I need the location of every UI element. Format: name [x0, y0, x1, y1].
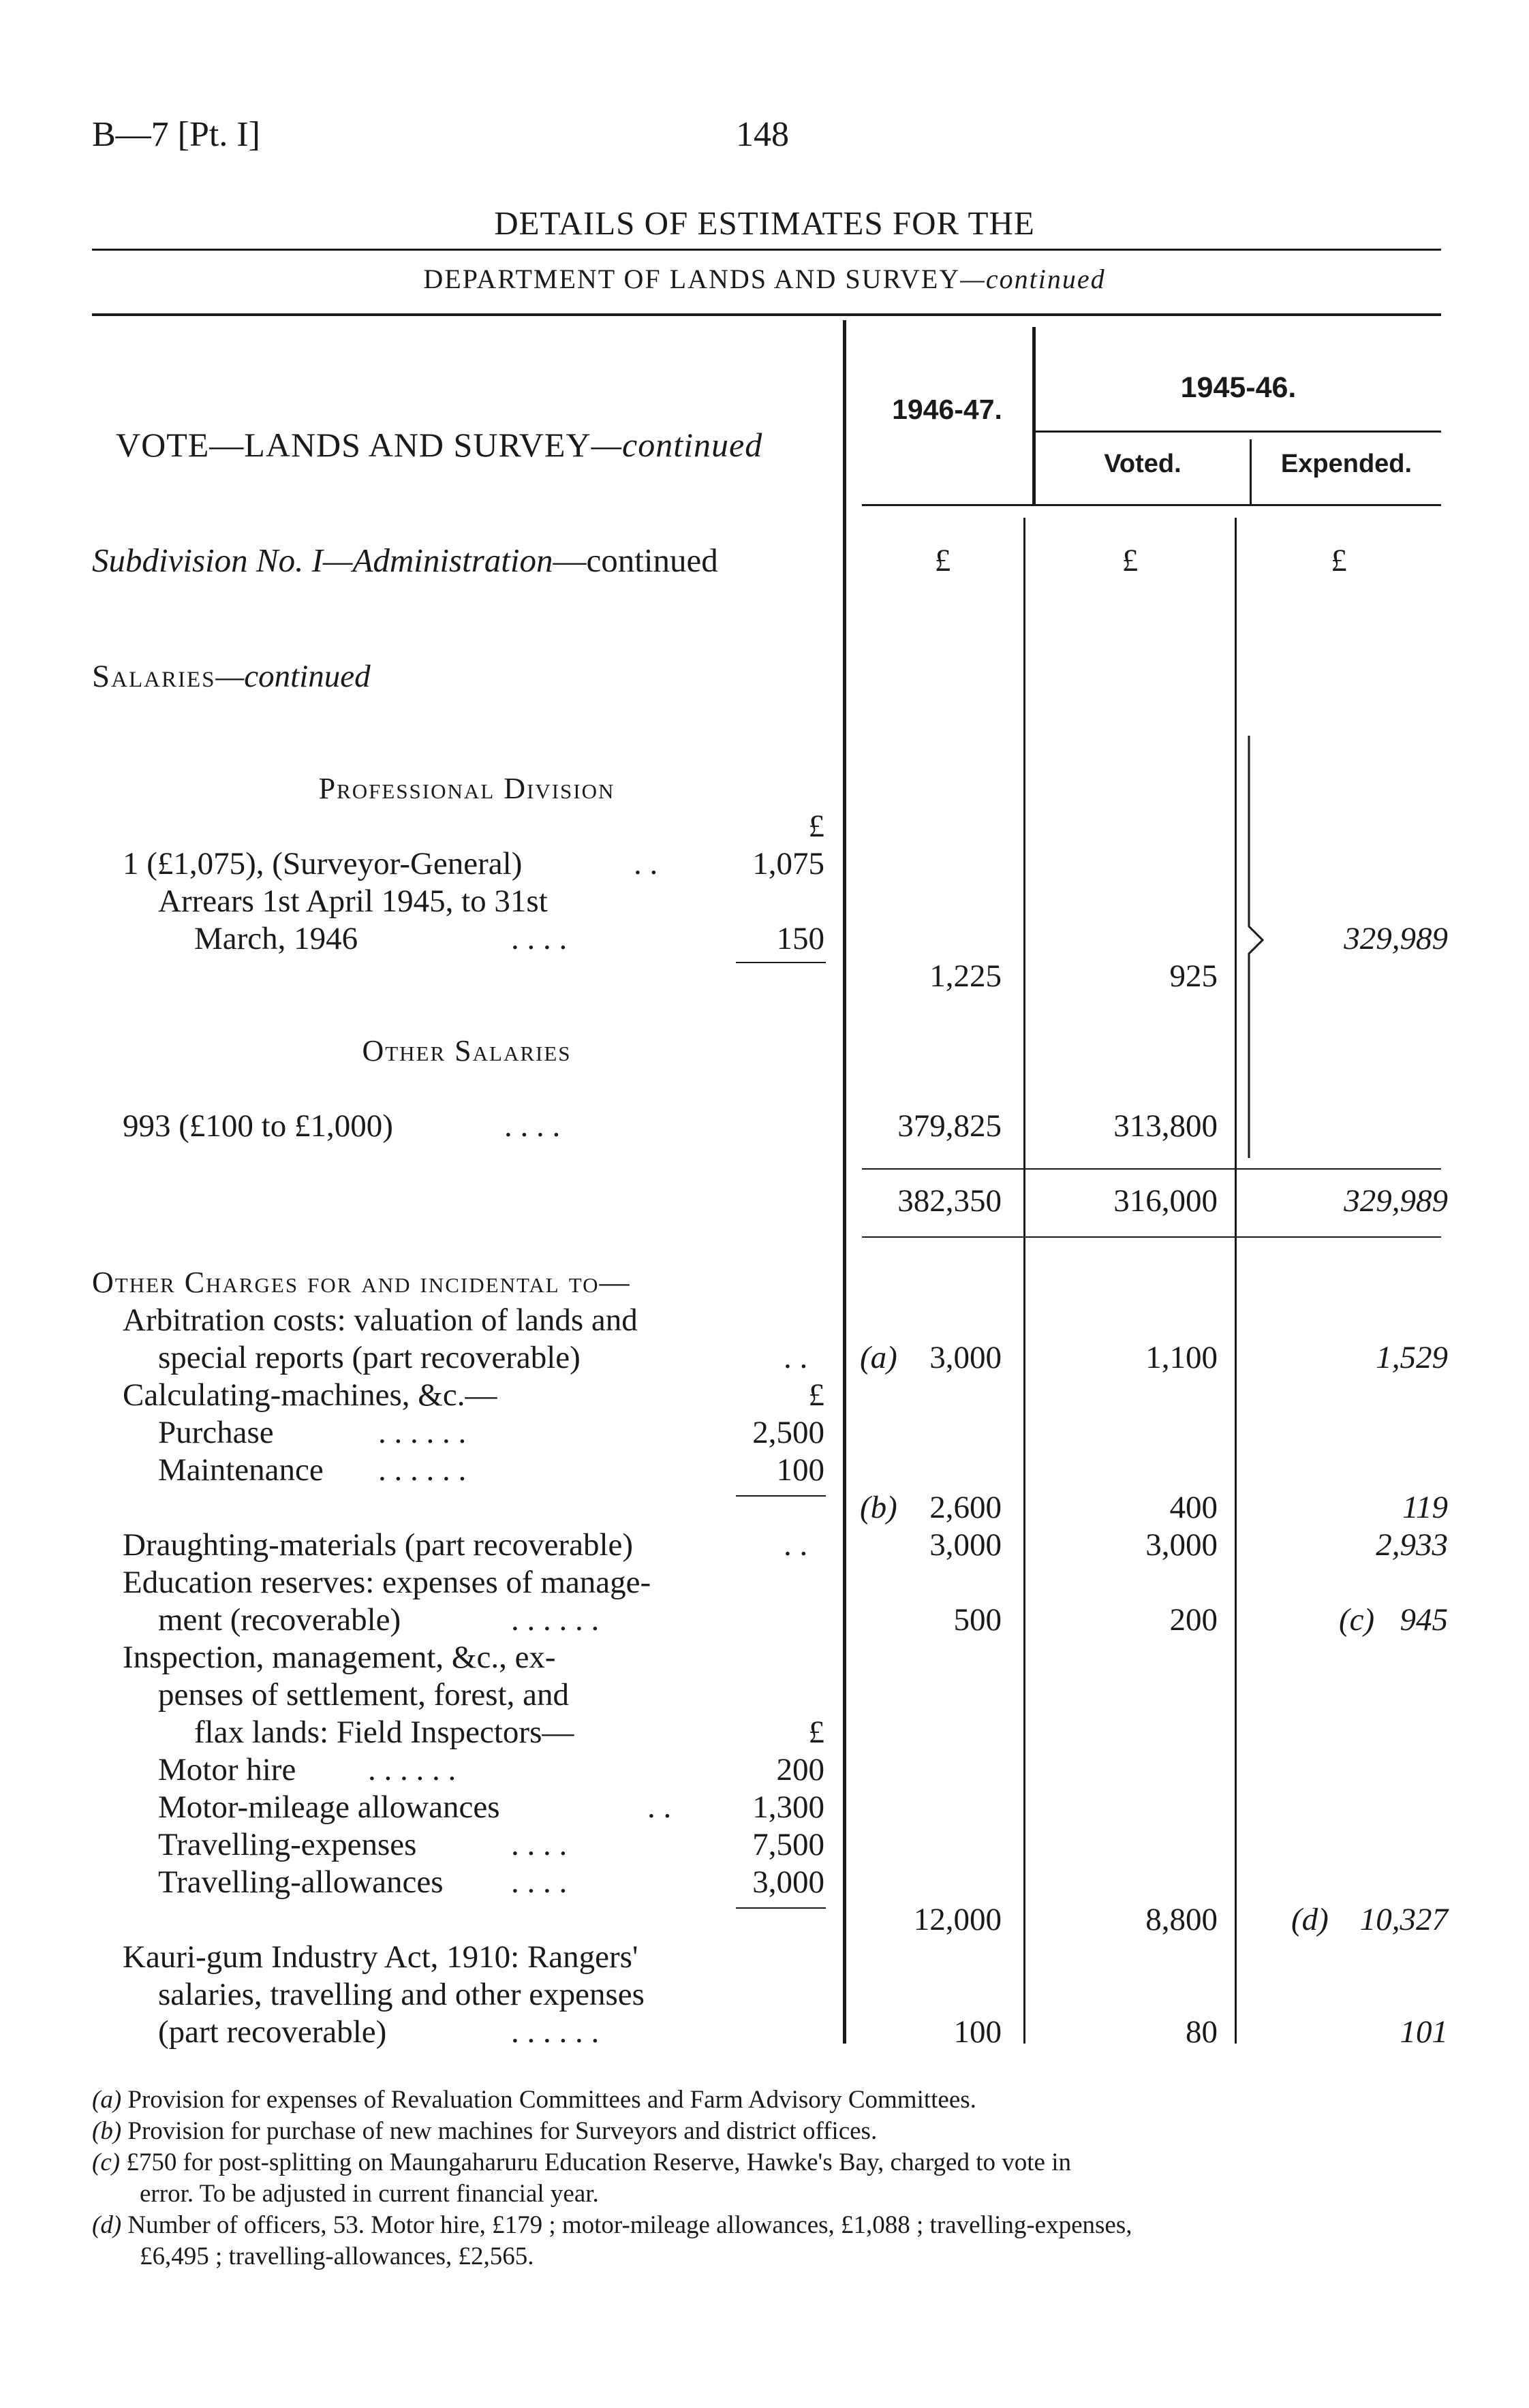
title-rule: [92, 249, 1441, 251]
leader: . . . .: [511, 1864, 568, 1900]
kauri-expended: 101: [1400, 2014, 1448, 2050]
leader: . . . . . .: [511, 2014, 600, 2050]
inspection-line-2: penses of settlement, forest, and: [158, 1677, 569, 1713]
draughting-expended: 2,933: [1376, 1527, 1448, 1563]
leader: . . . . . .: [511, 1602, 600, 1638]
other-salaries-voted: 313,800: [1113, 1108, 1218, 1144]
subtotal-rule: [736, 962, 826, 963]
motor-mileage-value: 1,300: [752, 1789, 824, 1825]
education-expended: 945: [1400, 1602, 1448, 1638]
footnote-ref-b: (b): [860, 1490, 897, 1525]
footnote-a: (a) Provision for expenses of Revaluation Committees and Farm Advisory Committees.: [92, 2086, 976, 2114]
motor-hire-line: Motor hire: [158, 1752, 296, 1787]
inspection-expended: 10,327: [1359, 1902, 1448, 1937]
travelling-expenses-value: 7,500: [752, 1827, 824, 1862]
education-voted: 200: [1169, 1602, 1218, 1638]
maintenance-value: 100: [776, 1452, 824, 1488]
leader: . . . .: [511, 1827, 568, 1862]
page-reference: B—7 [Pt. I]: [92, 115, 260, 154]
education-line-2: ment (recoverable): [158, 1602, 401, 1638]
leader: . . . . . .: [378, 1415, 467, 1450]
kauri-line-2: salaries, travelling and other expenses: [158, 1977, 645, 2012]
kauri-line-1: Kauri-gum Industry Act, 1910: Rangers': [123, 1939, 638, 1975]
inspection-line-1: Inspection, management, &c., ex-: [123, 1640, 556, 1675]
arrears-line-2: March, 1946: [194, 921, 358, 956]
arrears-line-1: Arrears 1st April 1945, to 31st: [158, 884, 548, 919]
salaries-total-current: 382,350: [897, 1183, 1002, 1219]
purchase-value: 2,500: [752, 1415, 824, 1450]
column-expended: Expended.: [1280, 450, 1412, 478]
inspection-pound: £: [808, 1715, 824, 1750]
header-rule: [92, 313, 1441, 316]
maintenance-line: Maintenance: [158, 1452, 324, 1488]
kauri-voted: 80: [1186, 2014, 1218, 2050]
arbitration-voted: 1,100: [1145, 1340, 1218, 1375]
page-title: DETAILS OF ESTIMATES FOR THE: [494, 204, 1035, 242]
leader: . .: [634, 846, 658, 881]
year-divider: [1023, 518, 1025, 2044]
motor-mileage-line: Motor-mileage allowances: [158, 1789, 500, 1825]
travelling-allowances-line: Travelling-allowances: [158, 1864, 444, 1900]
inspection-voted: 8,800: [1145, 1902, 1218, 1937]
travelling-expenses-line: Travelling-expenses: [158, 1827, 417, 1862]
education-line-1: Education reserves: expenses of manage-: [123, 1565, 651, 1600]
draughting-line: Draughting-materials (part recoverable): [123, 1527, 634, 1563]
leader: . . . . . .: [378, 1452, 467, 1488]
other-salaries-current: 379,825: [897, 1108, 1002, 1144]
subdivision-heading: Subdivision No. I—Administration—continued: [92, 542, 718, 579]
leader: . . . . . .: [368, 1752, 457, 1787]
column-header-rule: [862, 504, 1441, 506]
footnote-c: (c) £750 for post-splitting on Maungaharuru Education Reserve, Hawke's Bay, charged to vote in: [92, 2148, 1071, 2176]
arbitration-line-2: special reports (part recoverable): [158, 1340, 581, 1375]
leader: . . . .: [504, 1108, 561, 1144]
footnote-c-continued: error. To be adjusted in current financial year.: [140, 2180, 599, 2208]
leader: . .: [647, 1789, 672, 1825]
surveyor-general-value: 1,075: [752, 846, 824, 881]
salaries-heading: Salaries—continued: [92, 659, 371, 694]
motor-hire-value: 200: [776, 1752, 824, 1787]
other-charges-heading: Other Charges for and incidental to—: [92, 1266, 631, 1299]
inspection-current: 12,000: [913, 1902, 1002, 1937]
education-current: 500: [953, 1602, 1002, 1638]
professional-pound: £: [808, 809, 824, 844]
page-number: 148: [736, 115, 789, 154]
totals-top-rule: [862, 1168, 1441, 1170]
calculating-voted: 400: [1169, 1490, 1218, 1525]
footnote-ref-d: (d): [1291, 1902, 1329, 1937]
voted-expended-divider: [1235, 518, 1237, 2044]
arbitration-line-1: Arbitration costs: valuation of lands and: [123, 1302, 638, 1338]
bracket-expended-value: 329,989: [1344, 921, 1448, 956]
pound-voted: £: [1122, 543, 1139, 578]
leader: . .: [784, 1340, 808, 1375]
subtotal-rule: [736, 1495, 826, 1497]
footnote-d-continued: £6,495 ; travelling-allowances, £2,565.: [140, 2242, 534, 2270]
vote-heading: VOTE—LANDS AND SURVEY—continued: [116, 426, 763, 464]
calculating-expended: 119: [1402, 1490, 1448, 1525]
surveyor-general-line: 1 (£1,075), (Surveyor-General): [123, 846, 523, 881]
column-voted: Voted.: [1104, 450, 1182, 478]
pound-expended: £: [1331, 543, 1347, 578]
leader: . . . .: [511, 921, 568, 956]
totals-bottom-rule: [862, 1236, 1441, 1238]
calculating-machines-line: Calculating-machines, &c.—: [123, 1377, 497, 1413]
column-1945-46: 1945-46.: [1180, 371, 1297, 404]
inspection-line-3: flax lands: Field Inspectors—: [194, 1715, 574, 1750]
draughting-voted: 3,000: [1145, 1527, 1218, 1563]
column-1946-47: 1946-47.: [892, 394, 1002, 425]
salaries-total-voted: 316,000: [1113, 1183, 1218, 1219]
calculating-current: 2,600: [929, 1490, 1002, 1525]
footnote-b: (b) Provision for purchase of new machines for Surveyors and district offices.: [92, 2117, 878, 2145]
travelling-allowances-value: 3,000: [752, 1864, 824, 1900]
footnote-d: (d) Number of officers, 53. Motor hire, £179 ; motor-mileage allowances, £1,088 ; travelling-expenses,: [92, 2211, 1132, 2239]
footnote-ref-a: (a): [860, 1340, 897, 1375]
other-salaries-line: 993 (£100 to £1,000): [123, 1108, 393, 1144]
footnote-ref-c: (c): [1339, 1602, 1375, 1638]
purchase-line: Purchase: [158, 1415, 274, 1450]
leader: . .: [784, 1527, 808, 1563]
pound-current: £: [934, 543, 951, 578]
subtotal-rule: [736, 1907, 826, 1909]
calculating-pound: £: [808, 1377, 824, 1413]
kauri-line-3: (part recoverable): [158, 2014, 387, 2050]
arbitration-expended: 1,529: [1376, 1340, 1448, 1375]
prev-year-underline: [1036, 431, 1441, 433]
professional-voted: 925: [1169, 958, 1218, 994]
professional-division-heading: Professional Division: [318, 772, 615, 805]
other-salaries-heading: Other Salaries: [362, 1034, 572, 1067]
arbitration-current: 3,000: [929, 1340, 1002, 1375]
kauri-current: 100: [953, 2014, 1002, 2050]
arrears-value: 150: [776, 921, 824, 956]
professional-current: 1,225: [929, 958, 1002, 994]
draughting-current: 3,000: [929, 1527, 1002, 1563]
salaries-total-expended: 329,989: [1344, 1183, 1448, 1219]
department-heading: DEPARTMENT OF LANDS AND SURVEY—continued: [423, 264, 1106, 294]
items-column-divider: [843, 320, 846, 2044]
